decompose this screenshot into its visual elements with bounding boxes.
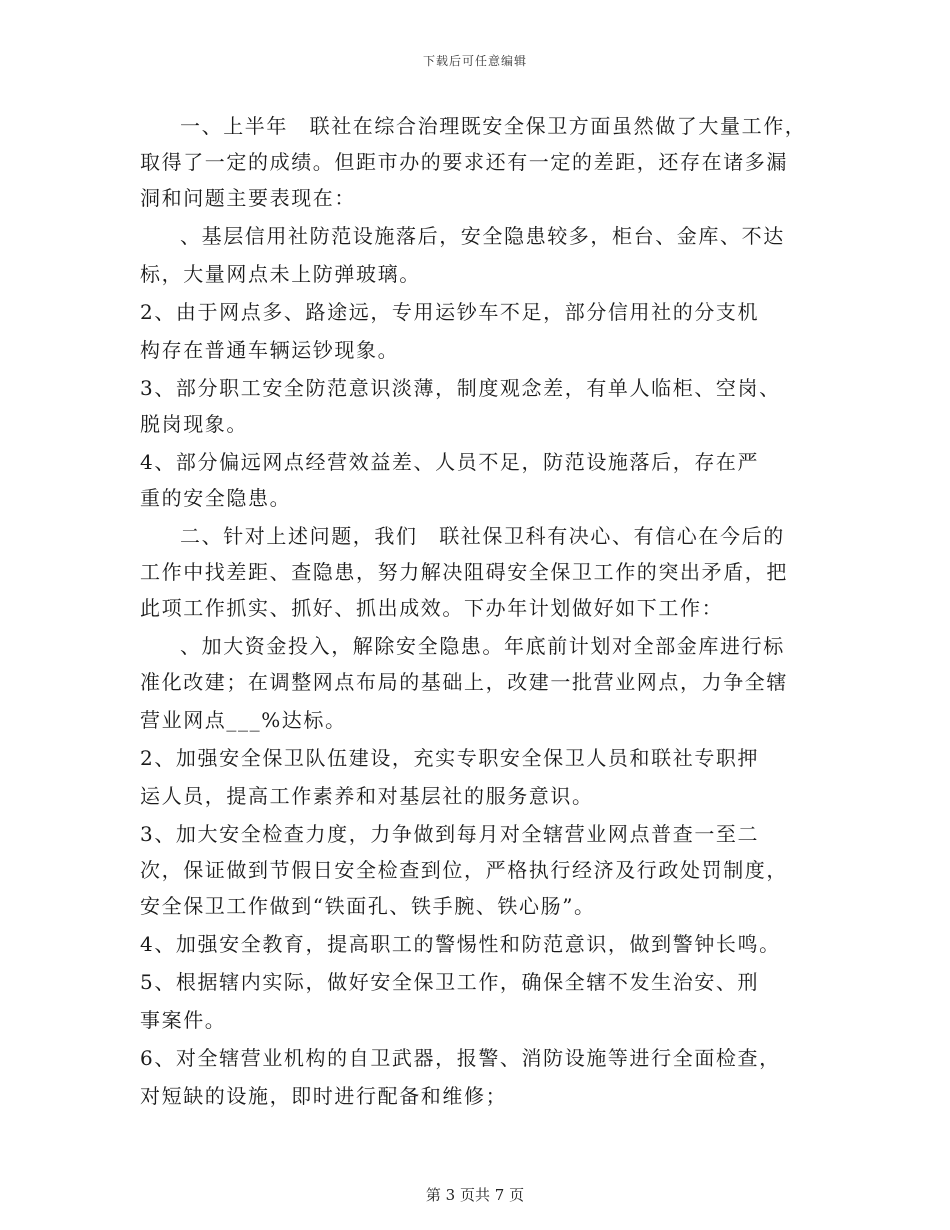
text-line: 3、加大安全检查力度，力争做到每月对全辖营业网点普查一至二 [140,822,760,846]
text-line: 二、针对上述问题，我们 联社保卫科有决心、有信心在今后的 [180,524,785,548]
text-line: 对短缺的设施，即时进行配备和维修； [140,1084,508,1108]
text-line: 构存在普通车辆运钞现象。 [140,338,400,362]
text-line: 重的安全隐患。 [140,486,292,510]
text-line: 4、部分偏远网点经营效益差、人员不足，防范设施落后，存在严 [140,450,760,474]
text-line: 3、部分职工安全防范意识淡薄，制度观念差，有单人临柜、空岗、 [140,376,781,400]
text-line: 、基层信用社防范设施落后，安全隐患较多，柜台、金库、不达 [180,224,785,248]
text-line: 6、对全辖营业机构的自卫武器，报警、消防设施等进行全面检查， [140,1046,781,1070]
text-line: 脱岗现象。 [140,412,248,436]
text-line: 此项工作抓实、抓好、抓出成效。下办年计划做好如下工作： [140,596,724,620]
text-line: 洞和问题主要表现在： [140,186,356,210]
text-line: 安全保卫工作做到“铁面孔、铁手腕、铁心肠”。 [140,894,596,918]
text-line: 事案件。 [140,1008,227,1032]
text-line: 、加大资金投入，解除安全隐患。年底前计划对全部金库进行标 [180,634,785,658]
text-line: 营业网点___%达标。 [140,708,347,732]
page-footer: 第 3 页共 7 页 [425,1186,525,1204]
text-line: 4、加强安全教育，提高职工的警惕性和防范意识，做到警钟长鸣。 [140,932,781,956]
page-header: 下载后可任意编辑 [422,54,527,68]
text-line: 一、上半年 联社在综合治理既安全保卫方面虽然做了大量工作， [180,114,807,138]
text-line: 5、根据辖内实际，做好安全保卫工作，确保全辖不发生治安、刑 [140,970,760,994]
text-line: 2、加强安全保卫队伍建设，充实专职安全保卫人员和联社专职押 [140,746,760,770]
text-line: 次，保证做到节假日安全检查到位，严格执行经济及行政处罚制度， [140,858,788,882]
text-line: 准化改建；在调整网点布局的基础上，改建一批营业网点，力争全辖 [140,670,788,694]
text-line: 取得了一定的成绩。但距市办的要求还有一定的差距，还存在诸多漏 [140,150,788,174]
text-line: 2、由于网点多、路途远，专用运钞车不足，部分信用社的分支机 [140,300,760,324]
text-line: 标，大量网点未上防弹玻璃。 [140,262,421,286]
text-line: 工作中找差距、查隐患，努力解决阻碍安全保卫工作的突出矛盾，把 [140,560,788,584]
text-line: 运人员，提高工作素养和对基层社的服务意识。 [140,784,594,808]
